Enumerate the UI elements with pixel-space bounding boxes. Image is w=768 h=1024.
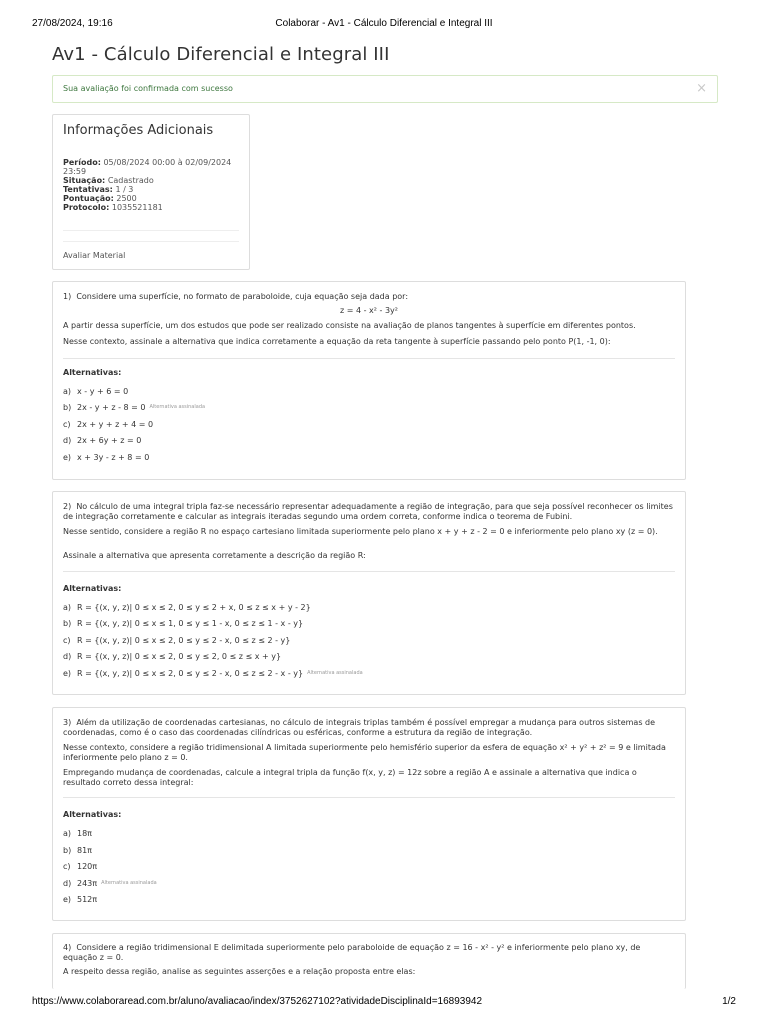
pontuacao-value: 2500: [116, 194, 137, 203]
alternative-letter: c): [63, 420, 71, 429]
alternatives-heading: Alternativas:: [63, 810, 122, 819]
alternative-d: [63, 652, 281, 661]
alternative-text: 120π: [77, 862, 98, 871]
alternative-text: 2x + 6y + z = 0: [77, 436, 142, 445]
question-text: A partir dessa superfície, um dos estudos que pode ser realizado consiste na avaliação de planos tangentes à superfície em diferentes pontos.: [63, 321, 636, 330]
alternative-text: R = {(x, y, z)| 0 ≤ x ≤ 2, 0 ≤ y ≤ 2, 0 ≤ z ≤ x + y}: [77, 652, 282, 661]
alternative-c: [63, 420, 153, 429]
alternative-letter: c): [63, 862, 71, 871]
print-datetime: 27/08/2024, 19:16: [32, 18, 113, 29]
info-row-periodo: [63, 158, 243, 176]
question-equation: z = 4 - x² - 3y²: [340, 306, 398, 315]
alternative-text: 2x + y + z + 4 = 0: [77, 420, 154, 429]
print-header: [32, 18, 736, 30]
question-3: [52, 707, 686, 921]
alternative-text: 512π: [77, 895, 98, 904]
alternative-letter: a): [63, 603, 72, 612]
alternative-text: 243π: [77, 879, 98, 888]
divider: [63, 797, 675, 798]
print-url: https://www.colaboraread.com.br/aluno/avaliacao/index/3752627102?atividadeDisciplinaId=16893942: [32, 996, 483, 1007]
alternative-letter: e): [63, 453, 72, 462]
info-row-tentativas: [63, 185, 243, 194]
question-4: [52, 933, 686, 989]
question-1: [52, 281, 686, 480]
alternative-letter: b): [63, 846, 72, 855]
question-text: Assinale a alternativa que apresenta corretamente a descrição da região R:: [63, 551, 366, 560]
alternative-d: [63, 436, 141, 445]
alternative-text: R = {(x, y, z)| 0 ≤ x ≤ 1, 0 ≤ y ≤ 1 - x, 0 ≤ z ≤ 1 - x - y}: [77, 619, 304, 628]
alternative-b: [63, 403, 205, 412]
success-alert: [52, 75, 718, 103]
print-document-title: Colaborar - Av1 - Cálculo Diferencial e Integral III: [275, 18, 493, 29]
info-row-pontuacao: [63, 194, 243, 203]
alternative-text: x - y + 6 = 0: [77, 387, 129, 396]
tentativas-label: Tentativas:: [63, 185, 113, 194]
alternative-text: x + 3y - z + 8 = 0: [77, 453, 150, 462]
avaliar-material-link[interactable]: Avaliar Material: [63, 251, 126, 260]
alternatives-heading: Alternativas:: [63, 584, 122, 593]
alternative-text: R = {(x, y, z)| 0 ≤ x ≤ 2, 0 ≤ y ≤ 2 - x, 0 ≤ z ≤ 2 - x - y}: [77, 669, 304, 678]
alternative-letter: d): [63, 652, 72, 661]
question-text: Nesse contexto, assinale a alternativa que indica corretamente a equação da reta tangente à superfície passando pelo ponto P(1, -1, 0):: [63, 337, 611, 346]
question-statement: [63, 943, 675, 962]
alternative-letter: a): [63, 387, 72, 396]
alternative-letter: a): [63, 829, 72, 838]
alternative-text: 18π: [77, 829, 92, 838]
question-text: Além da utilização de coordenadas cartesianas, no cálculo de integrais triplas também é possível empregar a mudança para outros sistemas de coordenadas, como é o caso das coordenadas cilíndricas ou esféricas, conforme a estrutura da região de integração.: [63, 718, 656, 737]
question-statement: [63, 718, 675, 737]
alternative-letter: b): [63, 403, 72, 412]
info-panel-title: Informações Adicionais: [63, 123, 214, 138]
info-fields: [63, 158, 243, 212]
question-text: A respeito dessa região, analise as seguintes asserções e a relação proposta entre elas:: [63, 967, 416, 976]
protocolo-label: Protocolo:: [63, 203, 110, 212]
alternative-a: [63, 387, 128, 396]
info-panel: [52, 114, 250, 270]
question-number: 2): [63, 502, 72, 511]
alternative-letter: d): [63, 879, 72, 888]
alternative-b: [63, 846, 92, 855]
alternative-e: [63, 453, 149, 462]
divider: [63, 230, 239, 231]
question-number: 4): [63, 943, 72, 952]
question-text: Considere uma superfície, no formato de paraboloide, cuja equação seja dada por:: [76, 292, 409, 301]
alternative-c: [63, 636, 290, 645]
selected-alternative-tag: Alternativa assinalada: [149, 404, 206, 410]
print-footer: [32, 996, 736, 1008]
question-text: No cálculo de uma integral tripla faz-se necessário representar adequadamente a região de integração, para que seja possível reconhecer os limites de integração corretamente e calcular as integrais iteradas segundo uma ordem correta, conforme indica o teorema de Fubini.: [63, 502, 673, 521]
alternative-e: [63, 669, 363, 678]
periodo-value: 05/08/2024 00:00 à 02/09/2024 23:59: [63, 158, 232, 176]
divider: [63, 358, 675, 359]
question-text: Empregando mudança de coordenadas, calcule a integral tripla da função f(x, y, z) = 12z sobre a região A e assinale a alternativa que indica o resultado correto dessa integral:: [63, 768, 637, 787]
question-text: Nesse contexto, considere a região tridimensional A limitada superiormente pelo hemisfério superior da esfera de equação x² + y² + z² = 9 e limitada inferiormente pelo plano z = 0.: [63, 743, 666, 762]
question-2: [52, 491, 686, 695]
alternative-a: [63, 603, 311, 612]
print-page-number: 1/2: [722, 996, 736, 1007]
info-row-protocolo: [63, 203, 243, 212]
alternative-text: R = {(x, y, z)| 0 ≤ x ≤ 2, 0 ≤ y ≤ 2 + x, 0 ≤ z ≤ x + y - 2}: [77, 603, 311, 612]
close-icon[interactable]: ×: [696, 81, 707, 96]
alternative-text: 81π: [77, 846, 92, 855]
alternative-letter: e): [63, 895, 72, 904]
question-statement: [63, 502, 675, 521]
periodo-label: Período:: [63, 158, 101, 167]
question-number: 1): [63, 292, 72, 301]
alternative-c: [63, 862, 97, 871]
info-row-situacao: [63, 176, 243, 185]
alternative-d: [63, 879, 157, 888]
question-number: 3): [63, 718, 72, 727]
alert-message: Sua avaliação foi confirmada com sucesso: [63, 84, 233, 93]
selected-alternative-tag: Alternativa assinalada: [101, 880, 157, 886]
alternative-e: [63, 895, 97, 904]
alternatives-heading: Alternativas:: [63, 368, 122, 377]
tentativas-value: 1 / 3: [115, 185, 134, 194]
alternative-text: R = {(x, y, z)| 0 ≤ x ≤ 2, 0 ≤ y ≤ 2 - x, 0 ≤ z ≤ 2 - y}: [77, 636, 291, 645]
question-text: Considere a região tridimensional E delimitada superiormente pelo paraboloide de equação z = 16 - x² - y² e inferiormente pelo plano xy, de equação z = 0.: [63, 943, 641, 962]
alternative-letter: b): [63, 619, 72, 628]
pontuacao-label: Pontuação:: [63, 194, 114, 203]
question-statement: [63, 292, 675, 302]
alternative-letter: c): [63, 636, 71, 645]
situacao-value: Cadastrado: [107, 176, 154, 185]
question-text: Nesse sentido, considere a região R no espaço cartesiano limitada superiormente pelo plano x + y + z - 2 = 0 e inferiormente pelo plano xy (z = 0).: [63, 527, 658, 536]
protocolo-value: 1035521181: [111, 203, 163, 212]
alternative-a: [63, 829, 92, 838]
alternative-text: 2x - y + z - 8 = 0: [77, 403, 146, 412]
alternative-letter: d): [63, 436, 72, 445]
selected-alternative-tag: Alternativa assinalada: [307, 670, 363, 676]
alternative-b: [63, 619, 303, 628]
divider: [63, 571, 675, 572]
situacao-label: Situação:: [63, 176, 106, 185]
alternative-letter: e): [63, 669, 72, 678]
page-title: Av1 - Cálculo Diferencial e Integral III: [52, 44, 390, 65]
divider: [63, 241, 239, 242]
